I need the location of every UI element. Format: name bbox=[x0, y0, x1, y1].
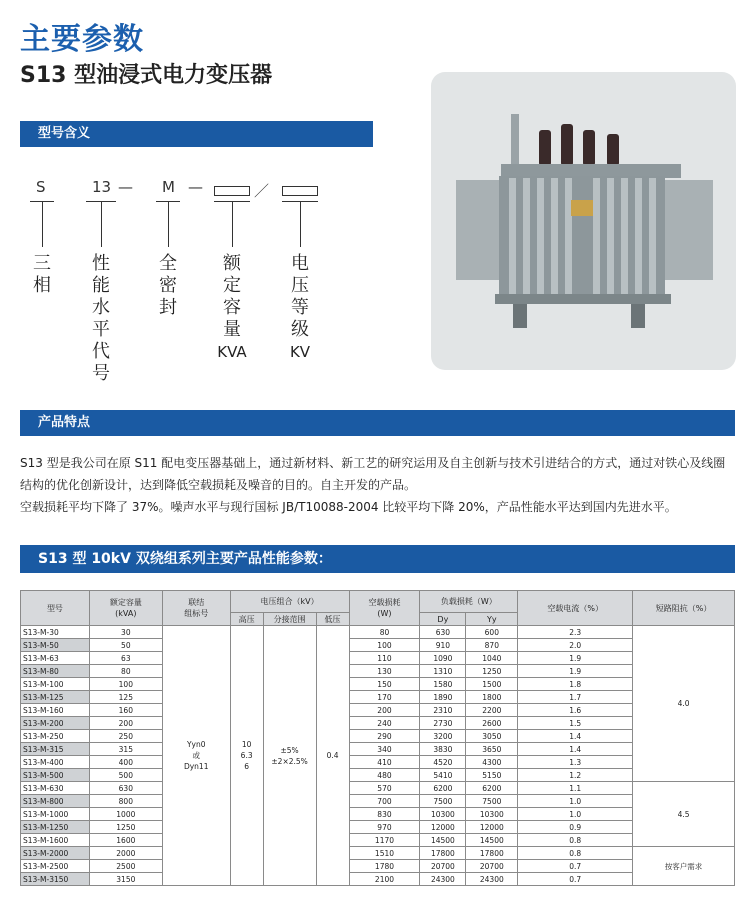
row-load-loss-dy: 6200 bbox=[420, 782, 466, 795]
table-row bbox=[21, 639, 735, 652]
header-hv: 高压 bbox=[230, 613, 263, 626]
row-capacity: 630 bbox=[89, 782, 162, 795]
row-noload-loss: 1510 bbox=[349, 847, 420, 860]
row-noload-loss: 830 bbox=[349, 808, 420, 821]
row-load-loss-yy: 17800 bbox=[466, 847, 518, 860]
transformer-photo bbox=[431, 72, 736, 370]
row-load-loss-dy: 910 bbox=[420, 639, 466, 652]
page-title: 主要参数 bbox=[20, 22, 144, 57]
row-capacity: 500 bbox=[89, 769, 162, 782]
row-noload-loss: 200 bbox=[349, 704, 420, 717]
row-capacity: 160 bbox=[89, 704, 162, 717]
row-noload-loss: 2100 bbox=[349, 873, 420, 886]
header-voltage: 电压组合（kV） bbox=[230, 591, 349, 613]
row-load-loss-yy: 1040 bbox=[466, 652, 518, 665]
row-noload-current: 1.5 bbox=[518, 717, 633, 730]
row-capacity: 50 bbox=[89, 639, 162, 652]
row-load-loss-yy: 3650 bbox=[466, 743, 518, 756]
row-noload-current: 1.3 bbox=[518, 756, 633, 769]
header-load: 负载损耗（W） bbox=[420, 591, 518, 613]
row-noload-current: 1.9 bbox=[518, 652, 633, 665]
table-row bbox=[21, 691, 735, 704]
row-load-loss-dy: 1890 bbox=[420, 691, 466, 704]
row-capacity: 800 bbox=[89, 795, 162, 808]
hv-cell: 10 6.3 6 bbox=[230, 626, 263, 886]
row-noload-loss: 1170 bbox=[349, 834, 420, 847]
row-noload-current: 1.1 bbox=[518, 782, 633, 795]
row-capacity: 100 bbox=[89, 678, 162, 691]
row-load-loss-yy: 1800 bbox=[466, 691, 518, 704]
row-noload-current: 1.4 bbox=[518, 730, 633, 743]
row-capacity: 1000 bbox=[89, 808, 162, 821]
row-noload-current: 1.4 bbox=[518, 743, 633, 756]
features-paragraph-2: 空载损耗平均下降了 37%。噪声水平与现行国标 JB/T10088-2004 比较平均下降 20%，产品性能水平达到国内先进水平。 bbox=[20, 500, 677, 514]
connector bbox=[42, 201, 43, 247]
row-noload-current: 0.9 bbox=[518, 821, 633, 834]
impedance-cell: 4.5 bbox=[633, 782, 735, 847]
voltage-box bbox=[282, 186, 318, 196]
row-noload-current: 1.8 bbox=[518, 678, 633, 691]
row-load-loss-dy: 3830 bbox=[420, 743, 466, 756]
row-model: S13-M-630 bbox=[21, 782, 90, 795]
label-rated-capacity: 额 定 容 量 KVA bbox=[217, 253, 247, 361]
header-capacity: 额定容量 (kVA) bbox=[89, 591, 162, 626]
table-row bbox=[21, 834, 735, 847]
row-capacity: 125 bbox=[89, 691, 162, 704]
row-load-loss-yy: 1500 bbox=[466, 678, 518, 691]
row-noload-current: 0.7 bbox=[518, 873, 633, 886]
header-tap: 分接范围 bbox=[263, 613, 316, 626]
row-load-loss-dy: 24300 bbox=[420, 873, 466, 886]
row-model: S13-M-400 bbox=[21, 756, 90, 769]
code-dash: — bbox=[188, 178, 203, 196]
table-row bbox=[21, 860, 735, 873]
row-noload-loss: 480 bbox=[349, 769, 420, 782]
header-group: 联结 组标号 bbox=[162, 591, 230, 626]
row-model: S13-M-250 bbox=[21, 730, 90, 743]
header-impedance: 短路阻抗（%） bbox=[633, 591, 735, 626]
header-lv: 低压 bbox=[316, 613, 349, 626]
table-row bbox=[21, 626, 735, 639]
row-noload-loss: 340 bbox=[349, 743, 420, 756]
connector bbox=[101, 201, 102, 247]
table-row bbox=[21, 704, 735, 717]
code-m: M bbox=[162, 178, 175, 196]
spec-table bbox=[20, 590, 735, 886]
label-three-phase: 三 相 bbox=[33, 253, 51, 296]
row-load-loss-yy: 24300 bbox=[466, 873, 518, 886]
transformer-illustration bbox=[431, 72, 736, 370]
header-yy: Yy bbox=[466, 613, 518, 626]
row-model: S13-M-3150 bbox=[21, 873, 90, 886]
table-row bbox=[21, 808, 735, 821]
row-capacity: 30 bbox=[89, 626, 162, 639]
table-row bbox=[21, 743, 735, 756]
row-load-loss-yy: 600 bbox=[466, 626, 518, 639]
row-load-loss-yy: 1250 bbox=[466, 665, 518, 678]
row-model: S13-M-63 bbox=[21, 652, 90, 665]
row-noload-current: 1.0 bbox=[518, 795, 633, 808]
header-model: 型号 bbox=[21, 591, 90, 626]
group-cell: Yyn0 或 Dyn11 bbox=[162, 626, 230, 886]
row-capacity: 400 bbox=[89, 756, 162, 769]
connector bbox=[232, 201, 233, 247]
row-load-loss-yy: 10300 bbox=[466, 808, 518, 821]
row-noload-current: 0.8 bbox=[518, 847, 633, 860]
table-row bbox=[21, 769, 735, 782]
row-noload-loss: 80 bbox=[349, 626, 420, 639]
row-noload-current: 0.8 bbox=[518, 834, 633, 847]
table-row bbox=[21, 756, 735, 769]
row-model: S13-M-800 bbox=[21, 795, 90, 808]
row-load-loss-dy: 5410 bbox=[420, 769, 466, 782]
row-load-loss-dy: 1310 bbox=[420, 665, 466, 678]
lv-cell: 0.4 bbox=[316, 626, 349, 886]
capacity-box bbox=[214, 186, 250, 196]
header-current: 空载电流（%） bbox=[518, 591, 633, 626]
table-row bbox=[21, 717, 735, 730]
row-load-loss-dy: 2310 bbox=[420, 704, 466, 717]
row-noload-current: 1.6 bbox=[518, 704, 633, 717]
row-capacity: 1250 bbox=[89, 821, 162, 834]
tap-cell: ±5% ±2×2.5% bbox=[263, 626, 316, 886]
row-model: S13-M-1600 bbox=[21, 834, 90, 847]
row-capacity: 80 bbox=[89, 665, 162, 678]
product-title: S13 型油浸式电力变压器 bbox=[20, 63, 273, 88]
row-load-loss-yy: 7500 bbox=[466, 795, 518, 808]
row-model: S13-M-80 bbox=[21, 665, 90, 678]
row-load-loss-dy: 630 bbox=[420, 626, 466, 639]
table-row bbox=[21, 652, 735, 665]
row-noload-loss: 570 bbox=[349, 782, 420, 795]
row-load-loss-yy: 20700 bbox=[466, 860, 518, 873]
row-load-loss-yy: 14500 bbox=[466, 834, 518, 847]
row-noload-loss: 290 bbox=[349, 730, 420, 743]
row-capacity: 2500 bbox=[89, 860, 162, 873]
row-load-loss-yy: 6200 bbox=[466, 782, 518, 795]
table-row bbox=[21, 782, 735, 795]
code-slash: ／ bbox=[254, 182, 270, 200]
row-load-loss-dy: 14500 bbox=[420, 834, 466, 847]
row-noload-loss: 700 bbox=[349, 795, 420, 808]
impedance-cell: 按客户需求 bbox=[633, 847, 735, 886]
row-load-loss-yy: 3050 bbox=[466, 730, 518, 743]
row-noload-loss: 970 bbox=[349, 821, 420, 834]
row-noload-current: 1.0 bbox=[518, 808, 633, 821]
row-noload-current: 1.9 bbox=[518, 665, 633, 678]
row-noload-loss: 170 bbox=[349, 691, 420, 704]
table-row bbox=[21, 795, 735, 808]
label-performance-code: 性 能 水 平 代 号 bbox=[92, 253, 110, 384]
row-model: S13-M-2500 bbox=[21, 860, 90, 873]
row-capacity: 63 bbox=[89, 652, 162, 665]
row-model: S13-M-315 bbox=[21, 743, 90, 756]
row-capacity: 200 bbox=[89, 717, 162, 730]
row-model: S13-M-500 bbox=[21, 769, 90, 782]
row-load-loss-yy: 5150 bbox=[466, 769, 518, 782]
row-load-loss-dy: 3200 bbox=[420, 730, 466, 743]
table-row bbox=[21, 847, 735, 860]
row-noload-current: 2.3 bbox=[518, 626, 633, 639]
row-noload-current: 1.2 bbox=[518, 769, 633, 782]
features-paragraph-1: S13 型是我公司在原 S11 配电变压器基础上，通过新材料、新工艺的研究运用及自主创新与技术引进结合的方式，通过对铁心及线圈结构的优化创新设计，达到降低空载损耗及噪音的目的。自主开发的产品。 bbox=[20, 456, 726, 492]
row-noload-loss: 110 bbox=[349, 652, 420, 665]
row-model: S13-M-30 bbox=[21, 626, 90, 639]
row-load-loss-dy: 20700 bbox=[420, 860, 466, 873]
table-row bbox=[21, 873, 735, 886]
row-capacity: 3150 bbox=[89, 873, 162, 886]
row-noload-loss: 130 bbox=[349, 665, 420, 678]
row-load-loss-yy: 12000 bbox=[466, 821, 518, 834]
connector bbox=[300, 201, 301, 247]
row-noload-loss: 150 bbox=[349, 678, 420, 691]
row-capacity: 1600 bbox=[89, 834, 162, 847]
section-params: S13 型 10kV 双绕组系列主要产品性能参数： bbox=[20, 545, 735, 573]
table-row bbox=[21, 730, 735, 743]
connector bbox=[168, 201, 169, 247]
code-s: S bbox=[36, 178, 46, 196]
row-load-loss-dy: 12000 bbox=[420, 821, 466, 834]
row-load-loss-dy: 10300 bbox=[420, 808, 466, 821]
row-noload-current: 0.7 bbox=[518, 860, 633, 873]
table-row bbox=[21, 665, 735, 678]
row-model: S13-M-200 bbox=[21, 717, 90, 730]
table-row bbox=[21, 821, 735, 834]
row-load-loss-yy: 4300 bbox=[466, 756, 518, 769]
header-dy: Dy bbox=[420, 613, 466, 626]
row-noload-loss: 100 bbox=[349, 639, 420, 652]
impedance-cell: 4.0 bbox=[633, 626, 735, 782]
row-load-loss-dy: 17800 bbox=[420, 847, 466, 860]
row-load-loss-yy: 870 bbox=[466, 639, 518, 652]
row-model: S13-M-1250 bbox=[21, 821, 90, 834]
code-13: 13 bbox=[92, 178, 112, 196]
row-noload-current: 1.7 bbox=[518, 691, 633, 704]
row-capacity: 315 bbox=[89, 743, 162, 756]
row-noload-loss: 240 bbox=[349, 717, 420, 730]
row-model: S13-M-125 bbox=[21, 691, 90, 704]
row-load-loss-dy: 1090 bbox=[420, 652, 466, 665]
row-load-loss-dy: 1580 bbox=[420, 678, 466, 691]
row-model: S13-M-50 bbox=[21, 639, 90, 652]
row-model: S13-M-100 bbox=[21, 678, 90, 691]
row-model: S13-M-1000 bbox=[21, 808, 90, 821]
section-features: 产品特点 bbox=[20, 410, 735, 436]
table-row bbox=[21, 678, 735, 691]
row-noload-current: 2.0 bbox=[518, 639, 633, 652]
row-noload-loss: 410 bbox=[349, 756, 420, 769]
code-dash: — bbox=[118, 178, 133, 196]
row-load-loss-dy: 7500 bbox=[420, 795, 466, 808]
header-noload: 空载损耗 (W) bbox=[349, 591, 420, 626]
row-capacity: 250 bbox=[89, 730, 162, 743]
row-model: S13-M-2000 bbox=[21, 847, 90, 860]
row-load-loss-yy: 2200 bbox=[466, 704, 518, 717]
label-fully-sealed: 全 密 封 bbox=[159, 253, 177, 318]
row-noload-loss: 1780 bbox=[349, 860, 420, 873]
label-voltage-class: 电 压 等 级 KV bbox=[289, 253, 311, 361]
row-load-loss-dy: 4520 bbox=[420, 756, 466, 769]
section-model-meaning: 型号含义 bbox=[20, 121, 373, 147]
row-capacity: 2000 bbox=[89, 847, 162, 860]
row-load-loss-yy: 2600 bbox=[466, 717, 518, 730]
row-model: S13-M-160 bbox=[21, 704, 90, 717]
row-load-loss-dy: 2730 bbox=[420, 717, 466, 730]
